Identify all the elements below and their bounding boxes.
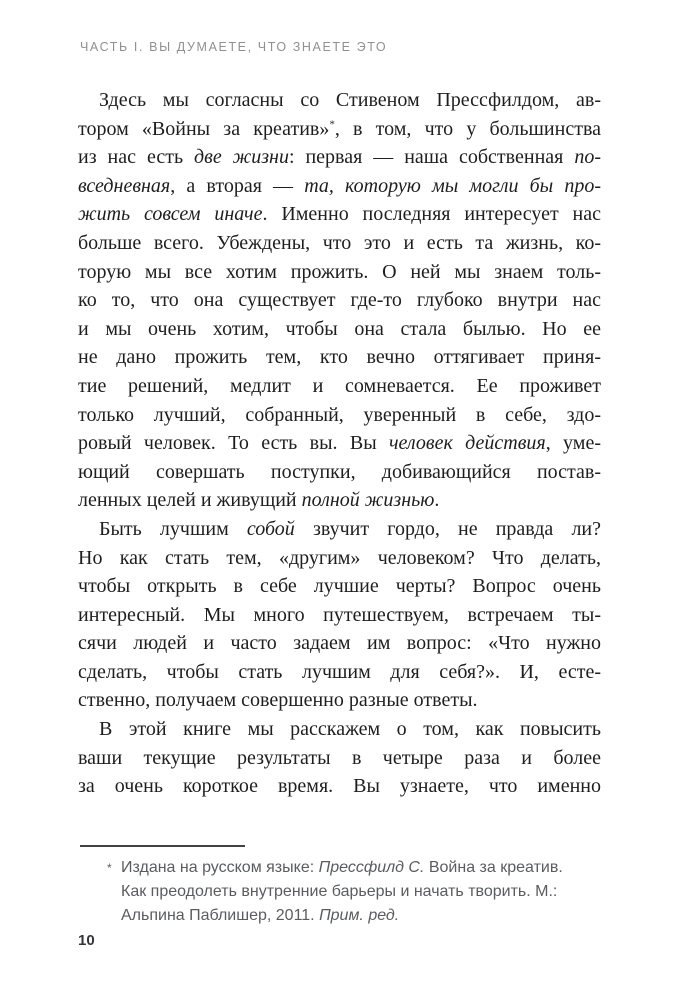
text-segment: , в том, что у большинства <box>334 117 602 140</box>
text-segment: Быть лучшим <box>99 517 247 540</box>
body-text-line <box>78 315 601 344</box>
text-segment: ственно, получаем совершенно разные ответы. <box>78 689 478 712</box>
body-text-line <box>78 629 601 658</box>
footnote-line <box>121 880 604 904</box>
text-segment: интересный. Мы много путешествуем, встречаем ты- <box>78 603 601 626</box>
body-text-line <box>78 772 601 801</box>
body-text-line <box>78 486 601 515</box>
text-segment: две жизни <box>194 146 289 169</box>
text-segment: полной жизнью <box>301 489 435 512</box>
running-header: ЧАСТЬ I. ВЫ ДУМАЕТЕ, ЧТО ЗНАЕТЕ ЭТО <box>80 40 388 54</box>
footnote-reference-marker: * <box>329 117 335 130</box>
body-text-line <box>78 286 601 315</box>
text-segment: и мы очень хотим, чтобы она стала былью. Но ее <box>78 317 601 340</box>
body-text-line <box>78 601 601 630</box>
text-segment: Здесь мы согласны со Стивеном Прессфилдом, ав- <box>99 89 601 111</box>
text-segment: больше всего. Убеждены, что это и есть та жизнь, ко- <box>78 231 601 254</box>
footnote-marker-icon: * <box>107 861 112 875</box>
body-text-line <box>78 544 601 573</box>
text-segment: чтобы открыть в себе лучшие черты? Вопрос очень <box>78 575 601 598</box>
text-segment: не дано прожить тем, кто вечно оттягивает приня- <box>78 346 601 369</box>
body-text-line <box>78 401 601 430</box>
body-text-line <box>78 572 601 601</box>
body-text-line <box>78 86 601 115</box>
text-segment: ленных целей и живущий <box>78 489 302 512</box>
text-segment: , уме- <box>545 432 601 455</box>
body-text-line <box>78 143 601 172</box>
footnote-line <box>121 904 604 928</box>
footnote-divider <box>80 845 245 847</box>
page-number: 10 <box>78 932 95 949</box>
text-segment: ющий совершать поступки, добивающийся постав- <box>78 460 601 483</box>
text-segment: Но как стать тем, «другим» человеком? Что делать, <box>78 546 601 569</box>
body-text-line <box>78 715 601 744</box>
text-segment: . <box>434 489 440 512</box>
text-segment: ваши текущие результаты в четыре раза и более <box>78 746 601 769</box>
text-segment: ко то, что она существует где-то глубоко внутри нас <box>78 289 601 312</box>
text-segment: по- <box>574 146 601 169</box>
text-segment: Альпина Паблишер, 2011. <box>121 907 320 924</box>
text-segment: та, которую мы могли бы про- <box>304 174 602 197</box>
text-segment: Как преодолеть внутренние барьеры и начать творить. М.: <box>121 883 558 900</box>
text-segment: тором «Войны за креатив» <box>78 117 330 140</box>
body-text <box>78 86 601 801</box>
text-segment: Война за креатив. <box>424 859 563 876</box>
text-segment: сделать, чтобы стать лучшим для себя?». И, есте- <box>78 660 601 683</box>
text-segment: Издана на русском языке: <box>121 859 319 876</box>
text-segment: Прим. ред. <box>319 907 400 924</box>
text-segment: ровый человек. То есть вы. Вы <box>78 432 390 455</box>
text-segment: собой <box>246 517 295 540</box>
text-segment: вседневная <box>78 174 171 197</box>
body-text-line <box>78 658 601 687</box>
body-text-line <box>78 343 601 372</box>
text-segment: : первая — наша собственная <box>288 146 575 169</box>
footnote <box>80 856 604 928</box>
body-text-line <box>78 200 601 229</box>
text-segment: за очень короткое время. Вы узнаете, что именно <box>78 775 601 798</box>
text-segment: человек действия <box>389 432 546 455</box>
body-text-line <box>78 258 601 287</box>
text-segment: . Именно последняя интересует нас <box>262 203 601 226</box>
text-segment: В этой книге мы расскажем о том, как повысить <box>99 718 601 741</box>
body-text-line <box>78 458 601 487</box>
text-segment: , а вторая — <box>170 174 305 197</box>
body-text-line <box>78 229 601 258</box>
text-segment: Прессфилд С. <box>318 859 425 876</box>
footnote-line <box>121 856 604 880</box>
body-text-line <box>78 744 601 773</box>
text-segment: жить совсем иначе <box>78 203 263 226</box>
body-text-line <box>78 115 601 144</box>
text-segment: из нас есть <box>78 146 195 169</box>
text-segment: только лучший, собранный, уверенный в себе, здо- <box>78 403 601 426</box>
body-text-line <box>78 372 601 401</box>
body-text-line <box>78 686 601 715</box>
text-segment: сячи людей и часто задаем им вопрос: «Что нужно <box>78 632 601 655</box>
body-text-line <box>78 515 601 544</box>
text-segment: торую мы все хотим прожить. О ней мы знаем толь- <box>78 260 601 283</box>
body-text-line <box>78 172 601 201</box>
body-text-line <box>78 429 601 458</box>
text-segment: звучит гордо, не правда ли? <box>294 517 601 540</box>
text-segment: тие решений, медлит и сомневается. Ее проживет <box>78 374 601 397</box>
